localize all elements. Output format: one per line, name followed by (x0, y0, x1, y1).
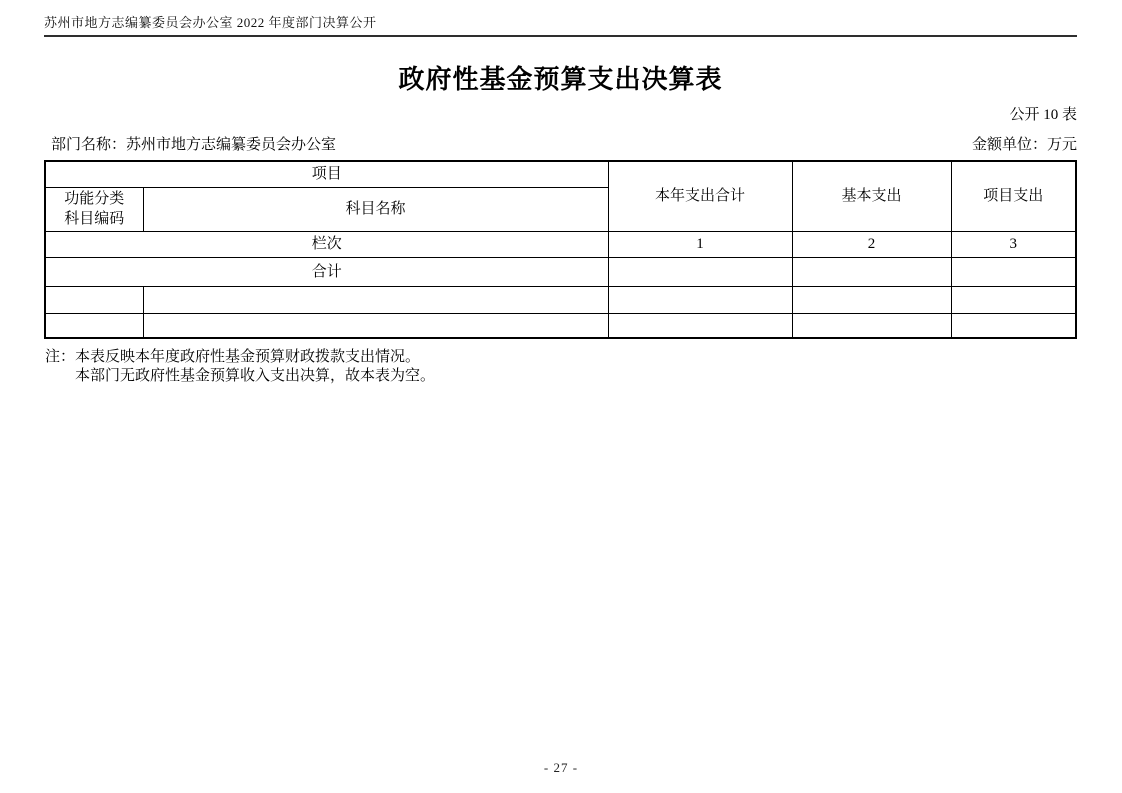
budget-table (44, 160, 1077, 339)
header-text: 苏州市地方志编纂委员会办公室 2022 年度部门决算公开 (44, 15, 377, 30)
row-value-3 (951, 286, 1076, 313)
header-col-basic: 基本支出 (792, 161, 951, 231)
header-function-code-line2: 科目编码 (64, 211, 125, 227)
header-function-code-line1: 功能分类 (64, 191, 125, 207)
header-subject-name: 科目名称 (143, 187, 608, 231)
total-row-value-1 (608, 257, 792, 286)
document-content (0, 0, 1122, 386)
column-index-3: 3 (951, 231, 1076, 257)
total-row-value-3 (951, 257, 1076, 286)
table-note (44, 348, 1077, 386)
page-title: 政府性基金预算支出决算表 (398, 65, 723, 94)
unit-label: 金额单位：万元 (971, 137, 1077, 153)
header-function-code (45, 187, 143, 231)
page-number: - 27 - (543, 760, 579, 775)
header-col-total: 本年支出合计 (608, 161, 792, 231)
document-header (44, 12, 1077, 37)
total-row (45, 257, 1076, 286)
table-row (45, 286, 1076, 313)
total-row-value-2 (792, 257, 951, 286)
header-col-project: 项目支出 (951, 161, 1076, 231)
column-index-label: 栏次 (45, 231, 608, 257)
table-row (45, 313, 1076, 338)
note-line-2: 本部门无政府性基金预算收入支出决算，故本表为空。 (75, 368, 436, 384)
table-header-row-1 (45, 161, 1076, 187)
column-index-row (45, 231, 1076, 257)
note-line-1: 注：本表反映本年度政府性基金预算财政拨款支出情况。 (45, 349, 421, 365)
column-index-1: 1 (608, 231, 792, 257)
row-value-1 (608, 313, 792, 338)
row-name-cell (143, 286, 608, 313)
column-index-2: 2 (792, 231, 951, 257)
row-value-3 (951, 313, 1076, 338)
total-row-label: 合计 (45, 257, 608, 286)
row-code-cell (45, 286, 143, 313)
row-value-2 (792, 286, 951, 313)
table-index-label: 公开 10 表 (1009, 107, 1077, 123)
row-name-cell (143, 313, 608, 338)
row-code-cell (45, 313, 143, 338)
table-meta-row (44, 133, 1077, 154)
department-label: 部门名称：苏州市地方志编纂委员会办公室 (51, 137, 337, 153)
row-value-1 (608, 286, 792, 313)
row-value-2 (792, 313, 951, 338)
header-project-group: 项目 (45, 161, 608, 187)
